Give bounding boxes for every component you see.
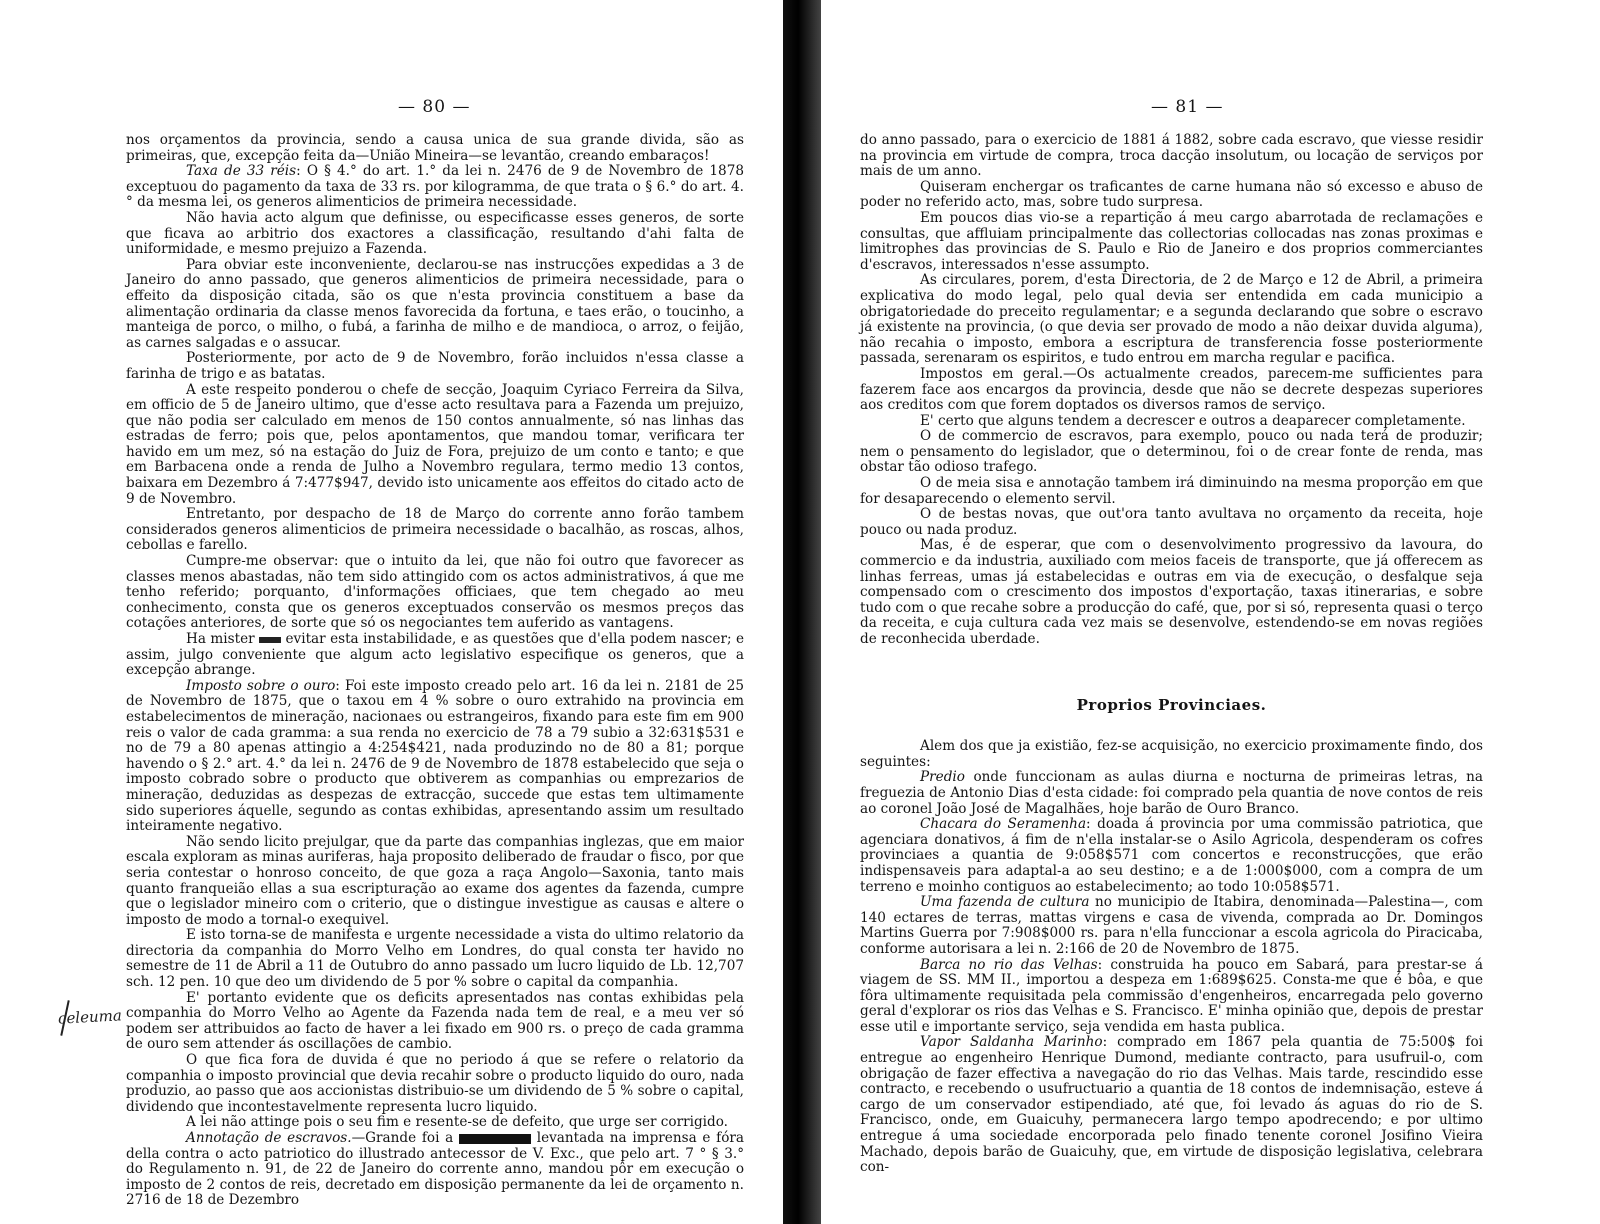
paragraph-vapor [860, 1035, 1483, 1175]
paragraph: Alem dos que ja existião, fez-se acquisição, no exercicio proximamente findo, dos seguintes: [860, 738, 1483, 770]
paragraph-heading: Uma fazenda de cultura [920, 894, 1090, 911]
paragraph-text: : doada á provincia por uma commissão patriotica, que agenciara donativos, á fim de n'ella instalar-se o Asilo Agricola, despenderam os cofres provinciaes a quantia de 9:058$571 com concertos e reconstrucções, que erão indispensaveis para adaptal-a ao seu destino; e a de 1:000$000, com a compra de um terreno e moinho contiguos ao estabelecimento; ao todo 10:058$571. [860, 816, 1483, 895]
paragraph-heading: Vapor Saldanha Marinho [920, 1034, 1103, 1051]
paragraph-heading: Annotação de escravos. [186, 1130, 352, 1146]
paragraph-heading: Barca no rio das Velhas [920, 956, 1098, 973]
paragraph: Impostos em geral.—Os actualmente creados, parecem-me sufficientes para fazerem face aos encargos da provincia, desde que não se decrete despezas superiores aos creditos com que forem doptados os diversos ramos de serviço. [860, 365, 1483, 414]
paragraph: E' portanto evidente que os deficits apresentados nas contas exhibidas pela companhia do Morro Velho ao Agente da Fazenda nada tem de real, e a meu ver só podem ser attribuidos ao facto de haver a lei fixado em 900 rs. o preço de cada gramma de ouro sem attender ás oscillações de cambio. [126, 989, 744, 1053]
paragraph: A lei não attinge pois o seu fim e resente-se de defeito, que urge ser corrigido. [186, 1114, 728, 1131]
section-title: Proprios Provinciaes. [1076, 695, 1267, 714]
paragraph: Quiseram enchergar os traficantes de carne humana não só excesso e abuso de poder no referido acto, mas, sobre tudo surpresa. [860, 178, 1483, 211]
paragraph: Entretanto, por despacho de 18 de Março do corrente anno forão tambem considerados generos alimenticios de primeira necessidade o bacalhão, as roscas, alhos, cebollas e farello. [126, 506, 744, 554]
paragraph: Posteriormente, por acto de 9 de Novembro, forão incluidos n'essa classe a farinha de trigo e as batatas. [126, 350, 744, 382]
paragraph: Em poucos dias vio-se a repartição á meu cargo abarrotada de reclamações e consultas, que affluiam principalmente das collectorias collocadas nas zonas proximas e limitrophes das provincias de S. Paulo e Rio de Janeiro e dos proprios commerciantes d'escravos, interessados n'esse assumpto. [860, 209, 1483, 273]
paragraph: E isto torna-se de manifesta e urgente necessidade a vista do ultimo relatorio da directoria da companhia do Morro Velho em Londres, do qual consta ter havido no semestre de 11 de Abril a 11 de Outubro do anno passado um lucro liquido de Lb. 12,707 sch. 12 pen. 10 que deo um dividendo de 5 por % sobre o capital da companhia. [126, 927, 744, 991]
paragraph-barca [860, 958, 1483, 1036]
page-number: — 80 — [398, 97, 471, 117]
paragraph-text: evitar esta instabilidade, e as questões que d'ella podem nascer; e assim, julgo conveniente que algum acto legislativo especifique os generos, que a excepção abrange. [126, 631, 745, 679]
page-number: — 81 — [1151, 97, 1224, 117]
paragraph: nos orçamentos da provincia, sendo a causa unica de sua grande divida, são as primeiras, que, excepção feita da—União Mineira—se levantão, creando embaraços! [126, 132, 744, 164]
left-page-body [126, 133, 744, 1209]
paragraph-heading: Chacara do Seramenha [920, 816, 1087, 833]
paragraph-text: : Foi este imposto creado pelo art. 16 da lei n. 2181 de 25 de Novembro de 1875, que o taxou em 4 % sobre o ouro extrahido na provincia em estabelecimentos de mineração, nacionaes ou estrangeiros, fixando para este fim em 900 reis o valor de cada gramma: a sua renda no exercicio de 78 a 79 subio a 32:631$531 e no de 79 a 80 apenas attingio a 4:254$421, nada produzindo no de 80 a 81; porque havendo o § 2.° art. 4.° da lei n. 2476 de 9 de Novembro de 1878 estabelecido que seja o imposto cobrado sobre o producto que obtiverem as companhias ou emprezarios de mineração, deduzidas as despezas de extracção, succede que estas tem ultimamente sido superiores áquelle, segundo as contas exhibidas, apresentando assim um resultado inteiramente negativo. [126, 677, 744, 835]
paragraph: O que fica fora de duvida é que no periodo á que se refere o relatorio da companhia o imposto provincial que devia recahir sobre o producto liquido do ouro, nada produzio, ao passo que aos accionistas distribuio-se um dividendo de 5 % sobre o capital, dividendo que incontestavelmente representa lucro liquido. [126, 1052, 744, 1115]
paragraph-heading: Predio [920, 769, 965, 786]
left-page [0, 0, 783, 1224]
paragraph-annotacao [126, 1131, 744, 1209]
paragraph: O de commercio de escravos, para exemplo, pouco ou nada terá de produzir; nem o pensamento do legislador, que o determinou, foi o de crear fonte de renda, mas obstar tão odioso trafego. [860, 428, 1483, 476]
paragraph-text: : construida ha pouco em Sabará, para prestar-se á viagem de SS. MM II., importou a despeza em 1:689$625. Consta-me que é bôa, e que fôra ultimamente requisitada pela commissão d'engenheiros, encarregada pelo governo geral d'explorar os rios das Velhas e S. Francisco. E' minha opinião que, depois de prestar esse util e importante serviço, seja vendida em hasta publica. [860, 956, 1483, 1035]
paragraph-ha-mister [126, 632, 744, 679]
paragraph-fazenda [860, 895, 1483, 957]
paragraph-taxa [126, 164, 744, 211]
paragraph-text: onde funccionam as aulas diurna e nocturna de primeiras letras, na freguezia de Antonio Dias d'esta cidade: foi comprado pela quantia de nove contos de reis ao coronel João José de Magalhães, hoje barão de Ouro Branco. [860, 769, 1483, 817]
paragraph-heading: Taxa de 33 réis [186, 163, 297, 180]
paragraph-text: no municipio de Itabira, denominada—Palestina—, com 140 ectares de terras, mattas virgens e casa de vivenda, comprada ao Dr. Domingos Martins Guerra por 7:908$000 rs. para n'ella funccionar a escola agricola do Piracicaba, conforme autorisara a lei n. 2:166 de 20 de Novembro de 1875. [860, 894, 1483, 957]
paragraph-text: levantada na imprensa e fóra della contra o acto patriotico do illustrado antecessor de V. Exc., que pelo art. 7 ° § 3.° do Regulamento n. 91, de 22 de Janeiro do corrente anno, mandou pôr em execução o imposto de 2 contos de reis, decretado em disposição permanente da lei de orçamento n. 2716 de 18 de Dezembro [126, 1130, 744, 1209]
paragraph: A este respeito ponderou o chefe de secção, Joaquim Cyriaco Ferreira da Silva, em officio de 5 de Janeiro ultimo, que d'esse acto resultava para a Fazenda um prejuizo, que não podia ser calculado em menos de 150 contos annualmente, só nas linhas das estradas de ferro; pois que, pelos apontamentos, que mandou tomar, verificara ter havido em um mez, só na estação do Juiz de Fora, prejuizo de um conto e tanto; e que em Barbacena onde a renda de Julho a Novembro regulara, termo medio 13 contos, baixara em Dezembro á 7:477$947, devido isto unicamente aos effeitos do citado acto de 9 de Novembro. [126, 381, 744, 507]
paragraph: Cumpre-me observar: que o intuito da lei, que não foi outro que favorecer as classes menos abastadas, não tem sido attingido com os actos administrativos, á que me tenho referido; porquanto, d'informações officiaes, que tem chegado ao meu conhecimento, consta que os generos exceptuados conservão os mesmos preços das cotações anteriores, de sorte que só os negociantes tem auferido as vantagens. [126, 553, 744, 632]
paragraph: Mas, é de esperar, que com o desenvolvimento progressivo da lavoura, do commercio e da industria, auxiliado com meios faceis de transporte, que já offerecem as linhas ferreas, umas já estabelecidas e outras em via de execução, o desfalque seja compensado com o crescimento dos impostos d'exportação, taxas itinerarias, e sobre tudo com o que recahe sobre a producção do café, que, por si só, representa quasi o terço da receita, e cuja cultura cada vez mais se desenvolve, estendendo-se em novas regiões de reconhecida uberdade. [860, 537, 1483, 647]
book-spine [783, 0, 821, 1224]
paragraph: E' certo que alguns tendem a decrescer e outros a deaparecer completamente. [920, 412, 1466, 429]
paragraph: O de meia sisa e annotação tambem irá diminuindo na mesma proporção em que for desaparecendo o elemento servil. [860, 475, 1483, 507]
ink-smudge [259, 637, 281, 643]
paragraph-imposto [126, 679, 744, 835]
paragraph: Para obviar este inconveniente, declarou-se nas instrucções expedidas a 3 de Janeiro do anno passado, que generos alimenticios de primeira necessidade, para o effeito da disposição citada, são os que n'esta provincia constituem a base da alimentação ordinaria da classe menos favorecida da fortuna, e taes erão, o toucinho, a manteiga de porco, o milho, o fubá, a farinha de milho e de mandioca, o arroz, o feijão, as carnes salgadas e o assucar. [126, 256, 744, 351]
right-page-body [860, 133, 1483, 1176]
paragraph-text: Ha mister [186, 631, 255, 647]
paragraph: O de bestas novas, que out'ora tanto avultava no orçamento da receita, hoje pouco ou nada produz. [860, 506, 1483, 538]
paragraph-predio [860, 770, 1483, 817]
redaction-mark [459, 1134, 531, 1144]
paragraph: do anno passado, para o exercicio de 1881 á 1882, sobre cada escravo, que viesse residir na provincia em virtude de compra, troca dacção insolutum, ou locação de serviços por mais de um anno. [860, 132, 1483, 180]
paragraph-chacara [860, 817, 1483, 895]
right-page [821, 0, 1600, 1224]
paragraph-text: : O § 4.° do art. 1.° da lei n. 2476 de 9 de Novembro de 1878 exceptuou do pagamento da taxa de 33 rs. por kilogramma, de que trata o § 6.° do art. 4.° da mesma lei, os generos alimenticios de primeira necessidade. [126, 163, 745, 211]
paragraph: Não sendo licito prejulgar, que da parte das companhias inglezas, que em maior escala exploram as minas auriferas, haja proposito deliberado de fraudar o fisco, por que seria contestar o honroso conceito, de que goza a raça Angolo—Saxonia, tanto mais quanto franqueião ellas a sua escripturação ao exame dos agentes da fazenda, cumpre que o legislador mineiro com o criterio, que o distingue investigue as causas e altere o imposto de modo a tornal-o exequivel. [126, 833, 744, 928]
paragraph-text: : comprado em 1867 pela quantia de 75:500$ foi entregue ao engenheiro Henrique Dumond, mediante contracto, para usufruil-o, com obrigação de fazer effectiva a navegação do rio das Velhas. Mais tarde, rescindido esse contracto, e recebendo o usufructuario a quantia de 18 contos de indemnisação, esteve á cargo de um conservador estipendiado, até que, foi levado ás aguas do rio de S. Francisco, onde, em Guaicuhy, permanecera largo tempo apodrecendo; e por ultimo entregue á uma sociedade encorporada pelo finado tenente coronel Josifino Vieira Machado, depois barão de Guaicuhy, que, em virtude de disposição legislativa, celebrara con- [860, 1034, 1483, 1176]
paragraph-heading: Imposto sobre o ouro [186, 677, 336, 694]
paragraph-text: —Grande foi a [351, 1130, 454, 1146]
paragraph: Não havia acto algum que definisse, ou especificasse esses generos, de sorte que ficava ao arbitrio dos exactores a classificação, resultando d'ahi falta de uniformidade, e mesmo prejuizo a Fazenda. [126, 209, 744, 258]
paragraph: As circulares, porem, d'esta Directoria, de 2 de Março e 12 de Abril, a primeira explicativa do modo legal, pelo qual devia ser entendida em cada municipio a obrigatoriedade do preceito regulamentar; e a segunda declarando que sobre o escravo já existente na provincia, (o que devia ser provado de modo a não deixar duvida alguma), não recahia o imposto, embora a escriptura de transferencia fosse posteriormente passada, serenaram os espiritos, e tudo entrou em marcha regular e pacifica. [860, 272, 1483, 367]
handwritten-margin-note: celeuma [57, 1006, 123, 1028]
